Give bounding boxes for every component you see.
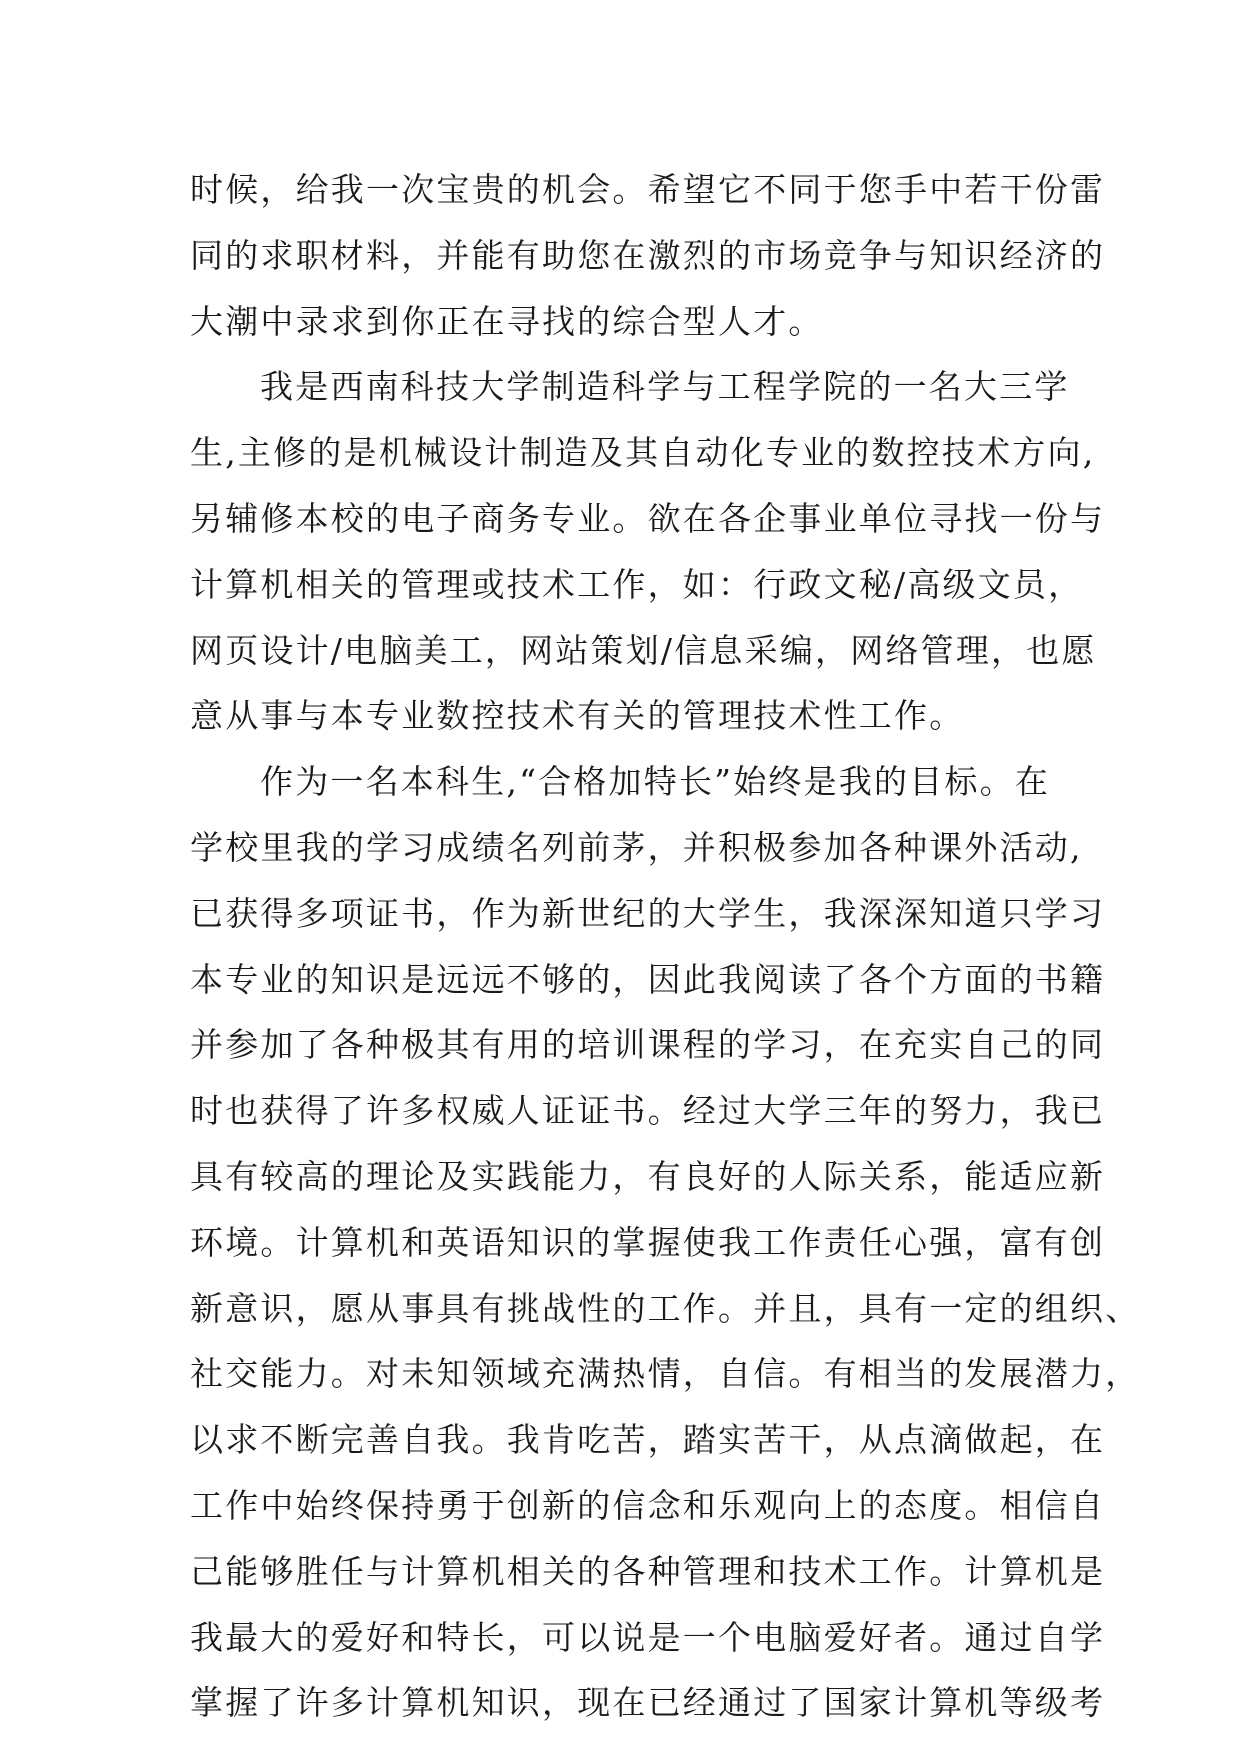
paragraph-line: 大潮中录求到你正在寻找的综合型人才。 (190, 301, 824, 341)
paragraph-line: 生,主修的是机械设计制造及其自动化专业的数控技术方向, (190, 433, 1096, 473)
paragraph-line: 意从事与本专业数控技术有关的管理技术性工作。 (190, 696, 965, 736)
paragraph-line: 已获得多项证书，作为新世纪的大学生，我深深知道只学习 (190, 893, 1106, 933)
paragraph-line: 我最大的爱好和特长，可以说是一个电脑爱好者。通过自学 (190, 1617, 1106, 1657)
paragraph-line: 计算机相关的管理或技术工作，如：行政文秘/高级文员， (190, 564, 1084, 604)
paragraph-line: 时也获得了许多权威人证证书。经过大学三年的努力，我已 (190, 1091, 1106, 1131)
paragraph-line: 工作中始终保持勇于创新的信念和乐观向上的态度。相信自 (190, 1485, 1106, 1525)
paragraph-2 (190, 354, 1106, 749)
paragraph-line: 另辅修本校的电子商务专业。欲在各企事业单位寻找一份与 (190, 498, 1106, 538)
paragraph-line: 以求不断完善自我。我肯吃苦，踏实苦干，从点滴做起，在 (190, 1420, 1106, 1460)
paragraph-line: 网页设计/电脑美工，网站策划/信息采编，网络管理，也愿 (190, 630, 1097, 670)
paragraph-line: 同的求职材料，并能有助您在激烈的市场竞争与知识经济的 (190, 235, 1106, 275)
paragraph-line: 掌握了许多计算机知识，现在已经通过了国家计算机等级考 (190, 1683, 1106, 1723)
paragraph-line: 我是西南科技大学制造科学与工程学院的一名大三学 (260, 367, 1070, 407)
paragraph-line: 时候，给我一次宝贵的机会。希望它不同于您手中若干份雷 (190, 170, 1106, 209)
document-body (190, 157, 1141, 1736)
paragraph-line: 己能够胜任与计算机相关的各种管理和技术工作。计算机是 (190, 1551, 1106, 1591)
paragraph-line: 作为一名本科生,“合格加特长”始终是我的目标。在 (260, 762, 1051, 802)
paragraph-line: 具有较高的理论及实践能力，有良好的人际关系，能适应新 (190, 1156, 1106, 1196)
paragraph-3 (190, 749, 1141, 1736)
paragraph-line: 社交能力。对未知领域充满热情，自信。有相当的发展潜力， (190, 1354, 1141, 1394)
paragraph-line: 环境。计算机和英语知识的掌握使我工作责任心强，富有创 (190, 1222, 1106, 1262)
paragraph-line: 并参加了各种极其有用的培训课程的学习，在充实自己的同 (190, 1025, 1106, 1065)
paragraph-line: 学校里我的学习成绩名列前茅，并积极参加各种课外活动, (190, 827, 1083, 867)
paragraph-line: 新意识，愿从事具有挑战性的工作。并且，具有一定的组织、 (190, 1288, 1141, 1328)
paragraph-line: 本专业的知识是远远不够的，因此我阅读了各个方面的书籍 (190, 959, 1106, 999)
paragraph-1 (190, 157, 1106, 354)
